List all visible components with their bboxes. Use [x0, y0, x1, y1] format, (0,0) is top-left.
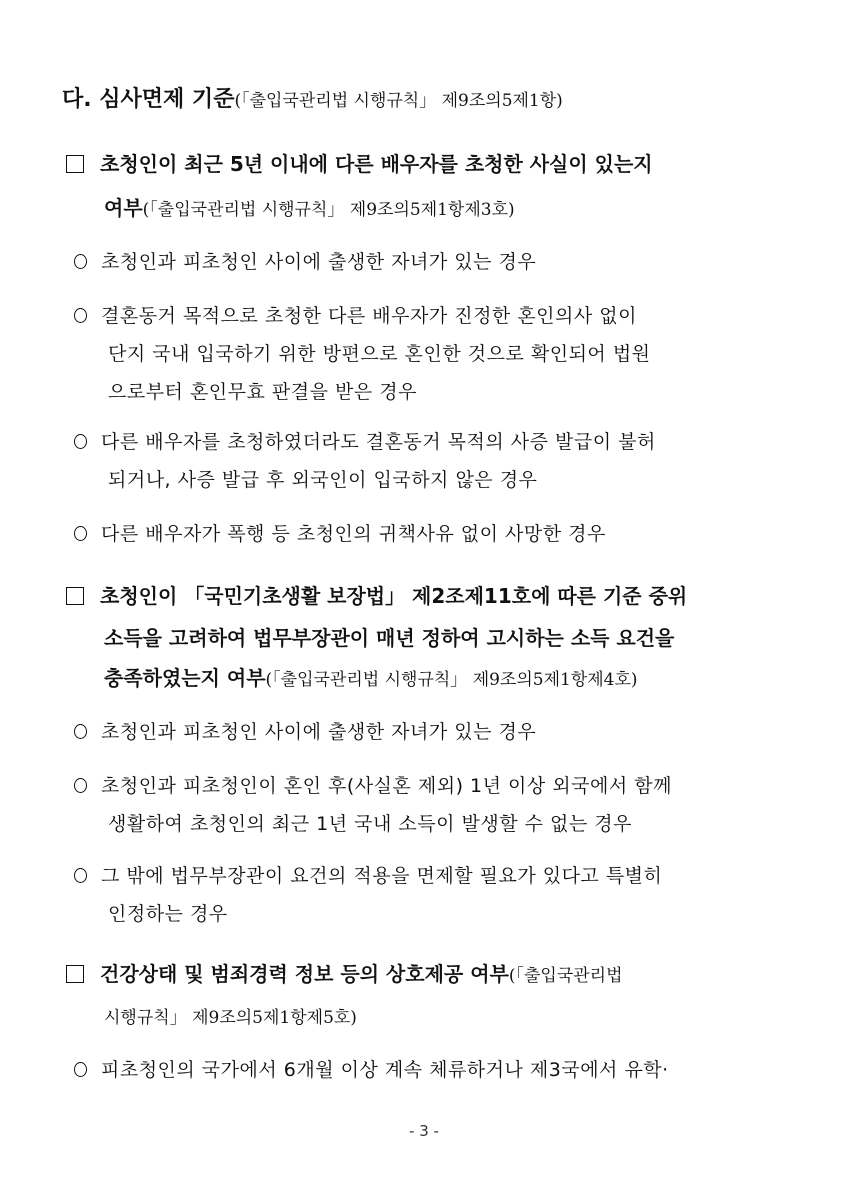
exemption-text: 초청인과 피초청인 사이에 출생한 자녀가 있는 경우 [101, 721, 537, 743]
exemption-2-2 [74, 772, 672, 800]
criterion-1-line-1: 초청인이 최근 5년 이내에 다른 배우자를 초청한 사실이 있는지 [100, 152, 653, 176]
circle-bullet-icon [74, 434, 87, 449]
criterion-2-ref: (「출입국관리법 시행규칙」 제9조의5제1항제4호) [265, 670, 638, 690]
exemption-text: 생활하여 초청인의 최근 1년 국내 소득이 발생할 수 없는 경우 [108, 813, 632, 835]
section-heading-text: 다. 심사면제 기준 [62, 87, 235, 112]
exemption-text: 다른 배우자를 초청하였더라도 결혼동거 목적의 사증 발급이 불허 [101, 431, 656, 453]
criterion-1-line-2: 여부 [104, 196, 143, 220]
criterion-1 [66, 150, 653, 178]
circle-bullet-icon [74, 1062, 87, 1077]
exemption-1-2-cont1 [108, 340, 651, 368]
exemption-1-1 [74, 248, 536, 276]
criterion-2-line-2: 소득을 고려하여 법무부장관이 매년 정하여 고시하는 소득 요건을 [104, 626, 675, 650]
exemption-text: 그 밖에 법무부장관이 요건의 적용을 면제할 필요가 있다고 특별히 [101, 865, 663, 887]
circle-bullet-icon [74, 778, 87, 793]
criterion-3-cont [104, 1002, 357, 1032]
section-heading [62, 86, 563, 115]
exemption-text: 초청인과 피초청인 사이에 출생한 자녀가 있는 경우 [101, 251, 537, 273]
circle-bullet-icon [74, 724, 87, 739]
criterion-2-cont1 [104, 624, 674, 652]
criterion-3-ref: 시행규칙」 제9조의5제1항제5호) [104, 1008, 357, 1028]
exemption-text: 되거나, 사증 발급 후 외국인이 입국하지 않은 경우 [108, 469, 538, 491]
criterion-1-ref: (「출입국관리법 시행규칙」 제9조의5제1항제3호) [142, 200, 515, 220]
criterion-3 [66, 960, 623, 990]
exemption-3-1 [74, 1056, 669, 1084]
exemption-1-3 [74, 428, 656, 456]
exemption-text: 결혼동거 목적으로 초청한 다른 배우자가 진정한 혼인의사 없이 [101, 305, 637, 327]
square-bullet-icon [66, 155, 84, 173]
criterion-2-cont2 [104, 664, 638, 694]
criterion-2-line-3: 충족하였는지 여부 [104, 666, 266, 690]
exemption-text: 인정하는 경우 [108, 903, 228, 925]
exemption-text: 으로부터 혼인무효 판결을 받은 경우 [108, 381, 417, 403]
exemption-1-4 [74, 520, 606, 548]
circle-bullet-icon [74, 868, 87, 883]
criterion-1-cont [104, 194, 515, 224]
criterion-2-line-1: 초청인이 「국민기초생활 보장법」 제2조제11호에 따른 기준 중위 [100, 584, 688, 608]
exemption-2-3 [74, 862, 662, 890]
exemption-2-2-cont [108, 810, 632, 838]
exemption-1-2-cont2 [108, 378, 417, 406]
circle-bullet-icon [74, 254, 87, 269]
circle-bullet-icon [74, 526, 87, 541]
exemption-text: 다른 배우자가 폭행 등 초청인의 귀책사유 없이 사망한 경우 [101, 523, 606, 545]
criterion-2 [66, 582, 687, 610]
exemption-text: 초청인과 피초청인이 혼인 후(사실혼 제외) 1년 이상 외국에서 함께 [101, 775, 672, 797]
exemption-2-1 [74, 718, 536, 746]
exemption-1-2 [74, 302, 637, 330]
page-number: - 3 - [409, 1122, 439, 1140]
exemption-text: 피초청인의 국가에서 6개월 이상 계속 체류하거나 제3국에서 유학· [101, 1059, 669, 1081]
exemption-2-3-cont [108, 900, 228, 928]
criterion-3-line-1: 건강상태 및 범죄경력 정보 등의 상호제공 여부 [100, 962, 509, 986]
square-bullet-icon [66, 587, 84, 605]
circle-bullet-icon [74, 308, 87, 323]
section-heading-ref: (「출입국관리법 시행규칙」 제9조의5제1항) [234, 91, 563, 111]
criterion-3-ref-start: (「출입국관리법 [508, 966, 623, 986]
exemption-text: 단지 국내 입국하기 위한 방편으로 혼인한 것으로 확인되어 법원 [108, 343, 651, 365]
exemption-1-3-cont [108, 466, 537, 494]
square-bullet-icon [66, 965, 84, 983]
